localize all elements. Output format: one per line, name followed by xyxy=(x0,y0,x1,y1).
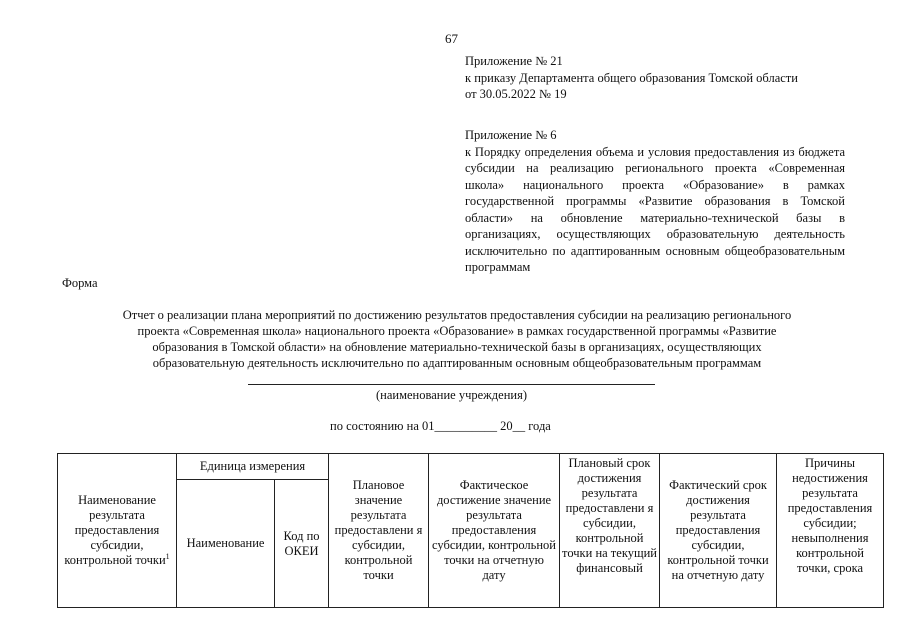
header-planned-value: Плановое значение результата предоставлени я субсидии, контрольной точки xyxy=(329,454,429,608)
appendix-21-order: к приказу Департамента общего образования Томской области xyxy=(465,70,798,85)
appendix-6-body: к Порядку определения объема и условия предоставления из бюджета субсидии на реализацию регионального проекта «Современная школа» национального проекта «Образование» в рамках государственной программы «Развитие образования в Томской области» на обновление материально-технической базы в организациях, осуществляющих образовательную деятельность исключительно по адаптированным основным общеобразовательным программам xyxy=(465,144,845,274)
header-reasons: Причины недостижения результата предоставления субсидии; невыполнения контрольной точки, срока xyxy=(777,454,884,608)
header-actual-value: Фактическое достижение значение результата предоставления субсидии, контрольной точки на отчетную дату xyxy=(429,454,560,608)
report-title-line: проекта «Современная школа» национального проекта «Образование» в рамках государственной программы «Развитие xyxy=(137,324,777,338)
header-actual-term: Фактический срок достижения результата предоставления субсидии, контрольной точки на отчетную дату xyxy=(660,454,777,608)
header-result-name xyxy=(58,454,177,608)
appendix-21-date: от 30.05.2022 № 19 xyxy=(465,87,567,101)
report-table xyxy=(57,453,884,608)
page-number: 67 xyxy=(445,31,458,46)
form-label: Форма xyxy=(62,276,98,290)
header-unit-name: Наименование xyxy=(177,480,275,608)
header-result-name-text: Наименование результата предоставления субсидии, контрольной точки xyxy=(64,493,166,567)
header-unit-group: Единица измерения xyxy=(177,454,329,480)
institution-name-line xyxy=(248,384,655,385)
table-header-row xyxy=(58,454,884,480)
appendix-21-block xyxy=(465,53,845,103)
footnote-marker: 1 xyxy=(165,551,170,561)
status-date-line: по состоянию на 01__________ 20__ года xyxy=(330,419,551,433)
report-title-line: образования в Томской области» на обновление материально-технической базы в организациях, осуществляющих xyxy=(152,340,762,354)
report-title-line: образовательную деятельность исключительно по адаптированным основным общеобразовательным программам xyxy=(152,356,762,370)
header-unit-code: Код по ОКЕИ xyxy=(275,480,329,608)
appendix-6-title: Приложение № 6 xyxy=(465,128,557,142)
report-title xyxy=(62,307,852,371)
appendix-21-title: Приложение № 21 xyxy=(465,54,563,68)
header-planned-term: Плановый срок достижения результата предоставлени я субсидии, контрольной точки на текущий финансовый xyxy=(560,454,660,608)
institution-caption: (наименование учреждения) xyxy=(376,388,527,402)
report-title-line: Отчет о реализации плана мероприятий по достижению результатов предоставления субсидии на реализацию регионального xyxy=(122,308,792,322)
appendix-6-block xyxy=(465,127,845,276)
